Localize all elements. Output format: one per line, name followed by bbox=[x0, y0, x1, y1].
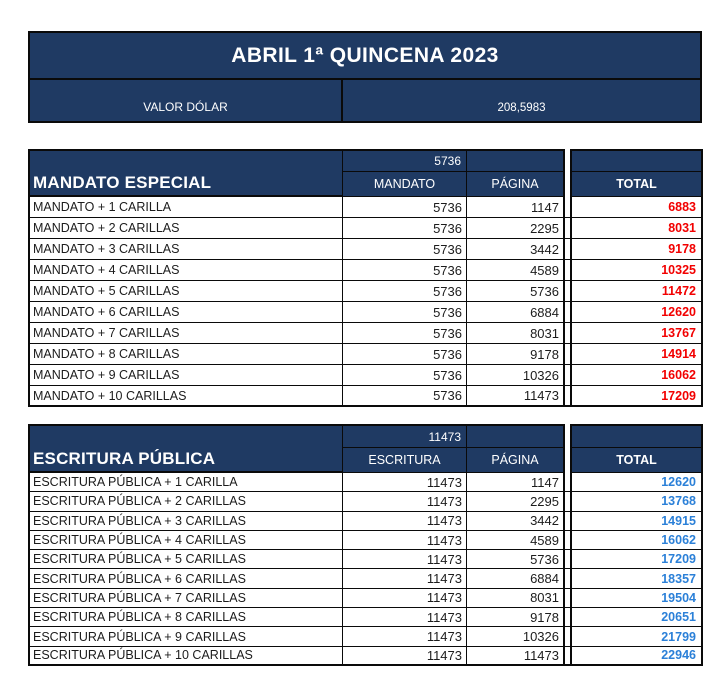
escritura-publica-table bbox=[28, 424, 703, 666]
cell-pagina-value: 6884 bbox=[467, 569, 565, 588]
table-row bbox=[28, 281, 703, 302]
table-row bbox=[28, 492, 703, 511]
cell-pagina-value: 1147 bbox=[467, 473, 565, 492]
table-row bbox=[28, 647, 703, 666]
table-row bbox=[28, 260, 703, 281]
empty-header-cell bbox=[467, 149, 565, 172]
table-row bbox=[28, 386, 703, 407]
row-label: ESCRITURA PÚBLICA + 5 CARILLAS bbox=[28, 550, 343, 569]
row-label: ESCRITURA PÚBLICA + 6 CARILLAS bbox=[28, 569, 343, 588]
row-label: ESCRITURA PÚBLICA + 3 CARILLAS bbox=[28, 512, 343, 531]
empty-header-cell bbox=[570, 424, 703, 448]
cell-base-value: 5736 bbox=[343, 302, 467, 323]
page-title: ABRIL 1ª QUINCENA 2023 bbox=[30, 33, 700, 80]
row-label: ESCRITURA PÚBLICA + 1 CARILLA bbox=[28, 473, 343, 492]
table-row bbox=[28, 323, 703, 344]
cell-base-value: 11473 bbox=[343, 492, 467, 511]
row-label: ESCRITURA PÚBLICA + 2 CARILLAS bbox=[28, 492, 343, 511]
row-label: MANDATO + 7 CARILLAS bbox=[28, 323, 343, 344]
row-label: ESCRITURA PÚBLICA + 10 CARILLAS bbox=[28, 647, 343, 666]
cell-total-value: 13767 bbox=[570, 323, 703, 344]
mandato-especial-table bbox=[28, 149, 703, 407]
row-label: MANDATO + 10 CARILLAS bbox=[28, 386, 343, 407]
row-label: ESCRITURA PÚBLICA + 4 CARILLAS bbox=[28, 531, 343, 550]
cell-pagina-value: 10326 bbox=[467, 627, 565, 646]
cell-total-value: 16062 bbox=[570, 365, 703, 386]
cell-total-value: 14914 bbox=[570, 344, 703, 365]
row-label: MANDATO + 1 CARILLA bbox=[28, 197, 343, 218]
cell-total-value: 10325 bbox=[570, 260, 703, 281]
cell-base-value: 5736 bbox=[343, 344, 467, 365]
cell-base-value: 11473 bbox=[343, 512, 467, 531]
row-label: ESCRITURA PÚBLICA + 8 CARILLAS bbox=[28, 608, 343, 627]
cell-pagina-value: 4589 bbox=[467, 260, 565, 281]
cell-pagina-value: 2295 bbox=[467, 218, 565, 239]
cell-base-value: 11473 bbox=[343, 647, 467, 666]
cell-total-value: 22946 bbox=[570, 647, 703, 666]
cell-total-value: 12620 bbox=[570, 473, 703, 492]
column-header-total: TOTAL bbox=[570, 448, 703, 473]
row-label: MANDATO + 4 CARILLAS bbox=[28, 260, 343, 281]
table-title: ESCRITURA PÚBLICA bbox=[28, 424, 343, 473]
table-row bbox=[28, 239, 703, 260]
cell-base-value: 5736 bbox=[343, 386, 467, 407]
column-header-escritura: ESCRITURA bbox=[343, 448, 467, 473]
cell-base-value: 5736 bbox=[343, 260, 467, 281]
cell-base-value: 11473 bbox=[343, 473, 467, 492]
table-row bbox=[28, 569, 703, 588]
table-row bbox=[28, 550, 703, 569]
dolar-row bbox=[30, 80, 700, 121]
cell-pagina-value: 11473 bbox=[467, 647, 565, 666]
cell-pagina-value: 6884 bbox=[467, 302, 565, 323]
period-header-box bbox=[28, 31, 702, 123]
cell-pagina-value: 4589 bbox=[467, 531, 565, 550]
dolar-label: VALOR DÓLAR bbox=[30, 80, 343, 121]
table-body bbox=[28, 197, 703, 407]
cell-base-value: 5736 bbox=[343, 197, 467, 218]
cell-pagina-value: 10326 bbox=[467, 365, 565, 386]
cell-pagina-value: 1147 bbox=[467, 197, 565, 218]
cell-total-value: 19504 bbox=[570, 589, 703, 608]
cell-total-value: 20651 bbox=[570, 608, 703, 627]
column-header-total: TOTAL bbox=[570, 172, 703, 197]
cell-total-value: 11472 bbox=[570, 281, 703, 302]
row-label: MANDATO + 3 CARILLAS bbox=[28, 239, 343, 260]
cell-total-value: 16062 bbox=[570, 531, 703, 550]
table-row bbox=[28, 344, 703, 365]
row-label: MANDATO + 8 CARILLAS bbox=[28, 344, 343, 365]
cell-total-value: 12620 bbox=[570, 302, 703, 323]
unit-value: 5736 bbox=[343, 149, 467, 172]
empty-header-cell bbox=[570, 149, 703, 172]
cell-pagina-value: 9178 bbox=[467, 608, 565, 627]
cell-pagina-value: 8031 bbox=[467, 323, 565, 344]
cell-base-value: 5736 bbox=[343, 365, 467, 386]
cell-pagina-value: 2295 bbox=[467, 492, 565, 511]
cell-base-value: 11473 bbox=[343, 550, 467, 569]
cell-pagina-value: 9178 bbox=[467, 344, 565, 365]
cell-base-value: 5736 bbox=[343, 281, 467, 302]
cell-base-value: 5736 bbox=[343, 323, 467, 344]
cell-base-value: 5736 bbox=[343, 218, 467, 239]
row-label: MANDATO + 2 CARILLAS bbox=[28, 218, 343, 239]
table-row bbox=[28, 473, 703, 492]
table-row bbox=[28, 531, 703, 550]
cell-total-value: 13768 bbox=[570, 492, 703, 511]
empty-header-cell bbox=[467, 424, 565, 448]
cell-total-value: 8031 bbox=[570, 218, 703, 239]
cell-total-value: 17209 bbox=[570, 550, 703, 569]
row-label: ESCRITURA PÚBLICA + 7 CARILLAS bbox=[28, 589, 343, 608]
cell-pagina-value: 5736 bbox=[467, 550, 565, 569]
table-row bbox=[28, 218, 703, 239]
cell-pagina-value: 8031 bbox=[467, 589, 565, 608]
cell-base-value: 11473 bbox=[343, 589, 467, 608]
cell-base-value: 11473 bbox=[343, 569, 467, 588]
cell-total-value: 17209 bbox=[570, 386, 703, 407]
cell-base-value: 11473 bbox=[343, 627, 467, 646]
cell-total-value: 14915 bbox=[570, 512, 703, 531]
table-row bbox=[28, 302, 703, 323]
cell-pagina-value: 3442 bbox=[467, 239, 565, 260]
table-title: MANDATO ESPECIAL bbox=[28, 149, 343, 197]
cell-base-value: 11473 bbox=[343, 608, 467, 627]
table-row bbox=[28, 512, 703, 531]
cell-pagina-value: 11473 bbox=[467, 386, 565, 407]
column-header-pagina: PÁGINA bbox=[467, 448, 565, 473]
table-row bbox=[28, 589, 703, 608]
cell-total-value: 18357 bbox=[570, 569, 703, 588]
row-label: MANDATO + 5 CARILLAS bbox=[28, 281, 343, 302]
table-body bbox=[28, 473, 703, 666]
cell-total-value: 9178 bbox=[570, 239, 703, 260]
table-row bbox=[28, 627, 703, 646]
dolar-value: 208,5983 bbox=[497, 102, 546, 114]
unit-value: 11473 bbox=[343, 424, 467, 448]
cell-total-value: 6883 bbox=[570, 197, 703, 218]
cell-pagina-value: 3442 bbox=[467, 512, 565, 531]
cell-base-value: 5736 bbox=[343, 239, 467, 260]
table-header bbox=[28, 149, 703, 197]
table-header bbox=[28, 424, 703, 473]
cell-total-value: 21799 bbox=[570, 627, 703, 646]
row-label: MANDATO + 6 CARILLAS bbox=[28, 302, 343, 323]
table-row bbox=[28, 197, 703, 218]
column-header-pagina: PÁGINA bbox=[467, 172, 565, 197]
cell-pagina-value: 5736 bbox=[467, 281, 565, 302]
row-label: ESCRITURA PÚBLICA + 9 CARILLAS bbox=[28, 627, 343, 646]
column-header-mandato: MANDATO bbox=[343, 172, 467, 197]
table-row bbox=[28, 365, 703, 386]
cell-base-value: 11473 bbox=[343, 531, 467, 550]
row-label: MANDATO + 9 CARILLAS bbox=[28, 365, 343, 386]
table-row bbox=[28, 608, 703, 627]
